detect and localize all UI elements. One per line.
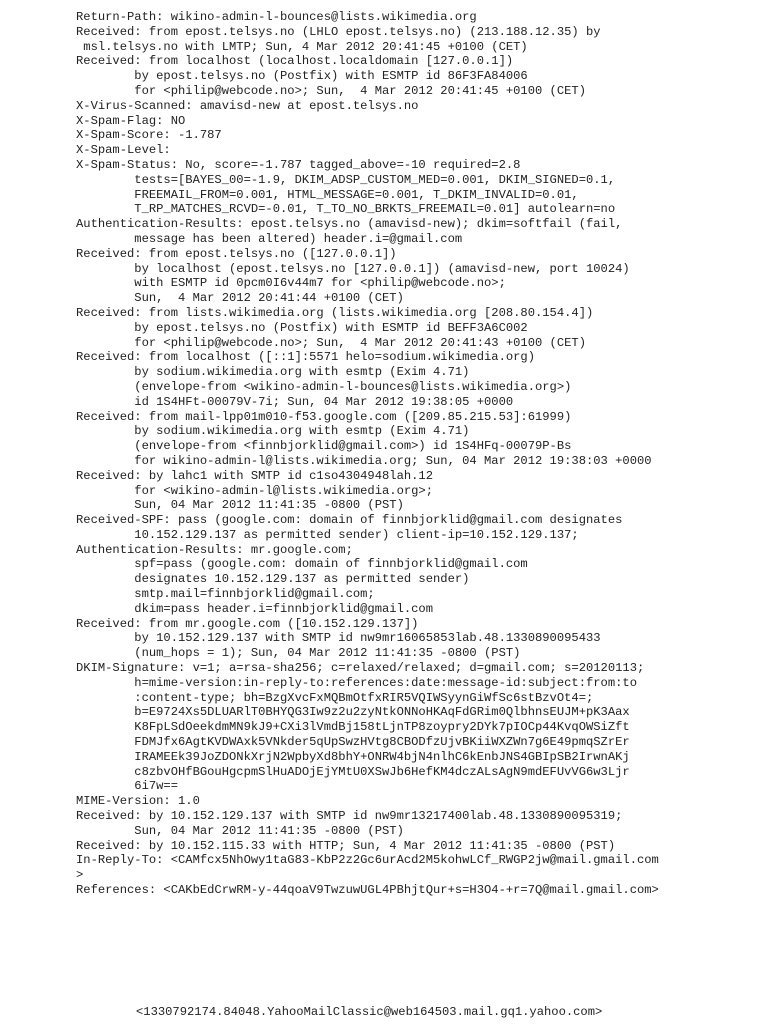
header-line: by epost.telsys.no (Postfix) with ESMTP id 86F3FA84006: [76, 69, 528, 84]
header-line: Sun, 04 Mar 2012 11:41:35 -0800 (PST): [76, 823, 404, 838]
header-line: MIME-Version: 1.0: [76, 794, 200, 809]
header-line: X-Spam-Score: -1.787: [76, 128, 222, 143]
header-line: In-Reply-To: <CAMfcx5NhOwy1taG83-KbP2z2Gc6urAcd2M5kohwLCf_RWGP2jw@mail.gmail.com: [76, 853, 659, 868]
header-line: for wikino-admin-l@lists.wikimedia.org; Sun, 04 Mar 2012 19:38:03 +0000: [76, 453, 652, 468]
header-line: Received: by 10.152.115.33 with HTTP; Sun, 4 Mar 2012 11:41:35 -0800 (PST): [76, 838, 616, 853]
header-line: DKIM-Signature: v=1; a=rsa-sha256; c=relaxed/relaxed; d=gmail.com; s=20120113;: [76, 661, 645, 676]
header-line: Received: from epost.telsys.no (LHLO epost.telsys.no) (213.188.12.35) by: [76, 24, 601, 39]
header-line: for <philip@webcode.no>; Sun, 4 Mar 2012 20:41:45 +0100 (CET): [76, 83, 586, 98]
header-line: message has been altered) header.i=@gmail.com: [76, 231, 463, 246]
header-line: IRAMEEk39JoZDONkXrjN2WpbyXd8bhY+ONRW4bjN4nlhC6kEnbJNS4GBIpSB2IrwnAKj: [76, 749, 630, 764]
header-line: Sun, 04 Mar 2012 11:41:35 -0800 (PST): [76, 498, 404, 513]
header-line: Sun, 4 Mar 2012 20:41:44 +0100 (CET): [76, 291, 404, 306]
header-line: tests=[BAYES_00=-1.9, DKIM_ADSP_CUSTOM_MED=0.001, DKIM_SIGNED=0.1,: [76, 172, 616, 187]
header-line: b=E9724Xs5DLUARlT0BHYQG3Iw9z2u2zyNtkONNoHKAqFdGRim0QlbhnsEUJM+pK3Aax: [76, 705, 630, 720]
header-line: h=mime-version:in-reply-to:references:date:message-id:subject:from:to: [76, 675, 637, 690]
message-id-line: <1330792174.84048.YahooMailClassic@web164503.mail.gq1.yahoo.com>: [136, 1005, 603, 1019]
header-line: smtp.mail=finnbjorklid@gmail.com;: [76, 587, 375, 602]
header-line: :content-type; bh=BzgXvcFxMQBmOtfxRIR5VQIWSyynGiWfSc6stBzvOt4=;: [76, 690, 594, 705]
header-line: Received: by 10.152.129.137 with SMTP id nw9mr13217400lab.48.1330890095319;: [76, 809, 623, 824]
header-line: by sodium.wikimedia.org with esmtp (Exim 4.71): [76, 365, 470, 380]
header-line: Received: from localhost (localhost.localdomain [127.0.0.1]): [76, 54, 514, 69]
header-line: dkim=pass header.i=finnbjorklid@gmail.com: [76, 601, 433, 616]
header-line: by sodium.wikimedia.org with esmtp (Exim 4.71): [76, 424, 470, 439]
header-line: Received: from lists.wikimedia.org (lists.wikimedia.org [208.80.154.4]): [76, 305, 594, 320]
header-line: id 1S4HFt-00079V-7i; Sun, 04 Mar 2012 19:38:05 +0000: [76, 394, 514, 409]
header-line: References: <CAKbEdCrwRM-y-44qoaV9TwzuwUGL4PBhjtQur+s=H3O4-+r=7Q@mail.gmail.com>: [76, 883, 659, 898]
header-line: designates 10.152.129.137 as permitted sender): [76, 572, 470, 587]
header-line: (envelope-from <finnbjorklid@gmail.com>) id 1S4HFq-00079P-Bs: [76, 439, 572, 454]
header-line: c8zbvOHfBGouHgcpmSlHuADOjEjYMtU0XSwJb6HefKM4dczALsAgN9mdEFUvVG6w3Ljr: [76, 764, 630, 779]
header-line: msl.telsys.no with LMTP; Sun, 4 Mar 2012 20:41:45 +0100 (CET): [76, 39, 528, 54]
header-line: 10.152.129.137 as permitted sender) client-ip=10.152.129.137;: [76, 527, 579, 542]
header-line: by 10.152.129.137 with SMTP id nw9mr16065853lab.48.1330890095433: [76, 631, 601, 646]
header-line: Authentication-Results: mr.google.com;: [76, 542, 353, 557]
header-line: Return-Path: wikino-admin-l-bounces@lists.wikimedia.org: [76, 10, 477, 24]
header-line: Received: from localhost ([::1]:5571 helo=sodium.wikimedia.org): [76, 350, 535, 365]
header-line: X-Virus-Scanned: amavisd-new at epost.telsys.no: [76, 98, 419, 113]
header-line: by epost.telsys.no (Postfix) with ESMTP id BEFF3A6C002: [76, 320, 528, 335]
header-line: Authentication-Results: epost.telsys.no (amavisd-new); dkim=softfail (fail,: [76, 217, 623, 232]
header-line: by localhost (epost.telsys.no [127.0.0.1]) (amavisd-new, port 10024): [76, 261, 630, 276]
header-line: (envelope-from <wikino-admin-l-bounces@lists.wikimedia.org>): [76, 379, 572, 394]
header-line: with ESMTP id 0pcm0I6v44m7 for <philip@webcode.no>;: [76, 276, 506, 291]
header-line: T_RP_MATCHES_RCVD=-0.01, T_TO_NO_BRKTS_FREEMAIL=0.01] autolearn=no: [76, 202, 616, 217]
header-line: K8FpLSdOeekdmMN9kJ9+CXi3lVmdBj158tLjnTP8zoypry2DYk7pIOCp44KvqOWSiZft: [76, 720, 630, 735]
header-line: 6i7w==: [76, 779, 178, 794]
header-line: X-Spam-Flag: NO: [76, 113, 186, 128]
header-line: Received: from mail-lpp01m010-f53.google.com ([209.85.215.53]:61999): [76, 409, 572, 424]
header-line: X-Spam-Status: No, score=-1.787 tagged_above=-10 required=2.8: [76, 157, 521, 172]
header-line: Received: from mr.google.com ([10.152.129.137]): [76, 616, 419, 631]
header-line: Received: by lahc1 with SMTP id c1so4304948lah.12: [76, 468, 433, 483]
header-line: for <wikino-admin-l@lists.wikimedia.org>;: [76, 483, 433, 498]
header-line: spf=pass (google.com: domain of finnbjorklid@gmail.com: [76, 557, 528, 572]
header-line: (num_hops = 1); Sun, 04 Mar 2012 11:41:35 -0800 (PST): [76, 646, 521, 661]
header-line: FREEMAIL_FROM=0.001, HTML_MESSAGE=0.001, T_DKIM_INVALID=0.01,: [76, 187, 579, 202]
header-line: >: [76, 868, 84, 883]
header-line: Received: from epost.telsys.no ([127.0.0.1]): [76, 246, 397, 261]
header-line: for <philip@webcode.no>; Sun, 4 Mar 2012 20:41:43 +0100 (CET): [76, 335, 586, 350]
header-line: Received-SPF: pass (google.com: domain of finnbjorklid@gmail.com designates: [76, 513, 623, 528]
header-line: X-Spam-Level:: [76, 143, 171, 158]
header-line: FDMJfx6AgtKVDWAxk5VNkder5qUpSwzHVtg8CBODfzUjvBKiiWXZWn7g6E49pmqSZrEr: [76, 735, 630, 750]
raw-email-headers: [76, 10, 756, 898]
